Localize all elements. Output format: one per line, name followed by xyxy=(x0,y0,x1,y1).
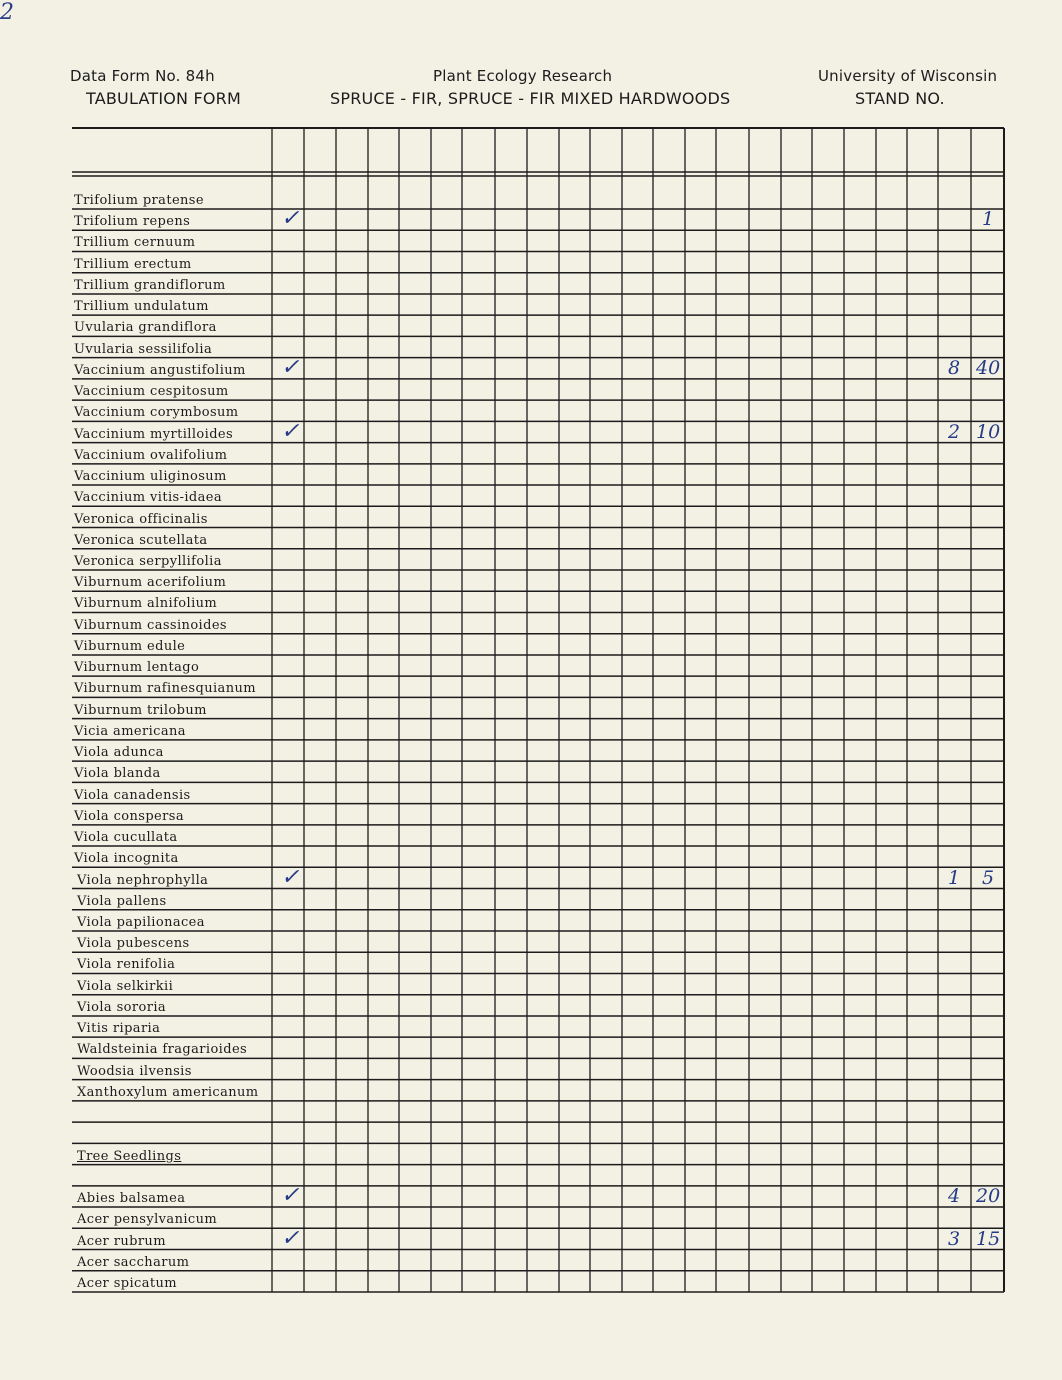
species-name: Trillium erectum xyxy=(74,256,192,272)
percent-value: 5 xyxy=(982,866,995,889)
frequency-value: 4 xyxy=(948,1185,961,1208)
species-name: Viola selkirkii xyxy=(77,978,174,994)
species-name: Viola blanda xyxy=(74,766,161,782)
stand-number: 2 xyxy=(0,0,14,25)
species-name: Viburnum rafinesquianum xyxy=(74,681,256,697)
species-name: Vaccinium myrtilloides xyxy=(74,426,234,442)
species-name: Trifolium pratense xyxy=(74,193,204,208)
program-name: Plant Ecology Research xyxy=(433,67,613,85)
percent-value: 10 xyxy=(976,420,1001,443)
species-name: Uvularia grandiflora xyxy=(74,320,217,336)
species-name: Viola papilionacea xyxy=(77,915,205,930)
species-name: Viburnum edule xyxy=(74,638,186,654)
species-name: Vaccinium cespitosum xyxy=(74,384,229,400)
species-name: Vaccinium corymbosum xyxy=(74,405,239,421)
frequency-value: 1 xyxy=(948,866,961,889)
species-name: Trillium undulatum xyxy=(74,299,209,315)
species-name: Viola renifolia xyxy=(77,957,176,973)
species-name: Xanthoxylum americanum xyxy=(77,1084,259,1100)
species-name: Trillium grandiflorum xyxy=(74,277,226,293)
check-mark: ✓ xyxy=(281,354,300,380)
species-name: Veronica serpyllifolia xyxy=(74,554,222,569)
species-name: Viola incognita xyxy=(74,851,179,867)
species-name: Acer rubrum xyxy=(77,1233,166,1249)
species-name: Acer pensylvanicum xyxy=(77,1212,218,1228)
species-name: Vitis riparia xyxy=(77,1021,161,1037)
species-name: Veronica scutellata xyxy=(74,532,208,548)
species-name: Viola nephrophylla xyxy=(77,872,209,888)
species-name: Viburnum cassinoides xyxy=(74,617,228,633)
species-name: Viola adunca xyxy=(74,745,164,761)
species-name: Viola pallens xyxy=(77,893,167,909)
form-number: Data Form No. 84h xyxy=(70,67,215,85)
institution: University of Wisconsin xyxy=(818,67,998,85)
check-mark: ✓ xyxy=(281,864,300,890)
check-mark: ✓ xyxy=(281,1183,300,1209)
species-name: Viola conspersa xyxy=(74,808,184,824)
species-name: Acer saccharum xyxy=(77,1254,190,1270)
percent-value: 15 xyxy=(976,1227,1001,1250)
frequency-value: 3 xyxy=(948,1227,961,1250)
percent-value: 1 xyxy=(982,208,995,231)
frequency-value: 2 xyxy=(948,420,961,443)
species-name: Viburnum lentago xyxy=(74,660,200,676)
species-name: Viburnum trilobum xyxy=(74,702,207,718)
species-name: Vaccinium ovalifolium xyxy=(74,447,228,463)
species-name: Vaccinium uliginosum xyxy=(74,469,227,485)
species-name: Vaccinium angustifolium xyxy=(74,362,246,378)
species-name: Trifolium repens xyxy=(74,214,191,230)
species-name: Vaccinium vitis-idaea xyxy=(74,490,223,506)
species-name: Viola cucullata xyxy=(74,830,178,846)
species-name: Waldsteinia fragarioides xyxy=(77,1042,248,1058)
species-name: Viburnum acerifolium xyxy=(74,575,227,591)
stand-label: STAND NO. xyxy=(855,89,945,108)
form-title: TABULATION FORM xyxy=(86,89,242,108)
species-name: Acer spicatum xyxy=(77,1276,178,1291)
species-name: Viola canadensis xyxy=(74,787,191,803)
species-name: Woodsia ilvensis xyxy=(77,1063,192,1079)
species-name: Veronica officinalis xyxy=(74,511,208,527)
check-mark: ✓ xyxy=(281,418,300,444)
species-name: Viburnum alnifolium xyxy=(74,596,218,612)
frequency-value: 8 xyxy=(948,356,961,379)
check-mark: ✓ xyxy=(281,206,300,232)
species-name: Uvularia sessilifolia xyxy=(74,341,213,357)
species-name: Abies balsamea xyxy=(77,1191,186,1207)
percent-value: 20 xyxy=(976,1185,1001,1208)
forest-type: SPRUCE - FIR, SPRUCE - FIR MIXED HARDWOODS xyxy=(330,89,731,108)
species-name: Viola sororia xyxy=(77,999,167,1015)
check-mark: ✓ xyxy=(281,1225,300,1251)
species-name: Vicia americana xyxy=(74,723,186,739)
species-name: Trillium cernuum xyxy=(74,235,196,251)
species-name: Viola pubescens xyxy=(77,936,190,952)
section-heading: Tree Seedlings xyxy=(77,1148,182,1164)
percent-value: 40 xyxy=(976,356,1001,379)
